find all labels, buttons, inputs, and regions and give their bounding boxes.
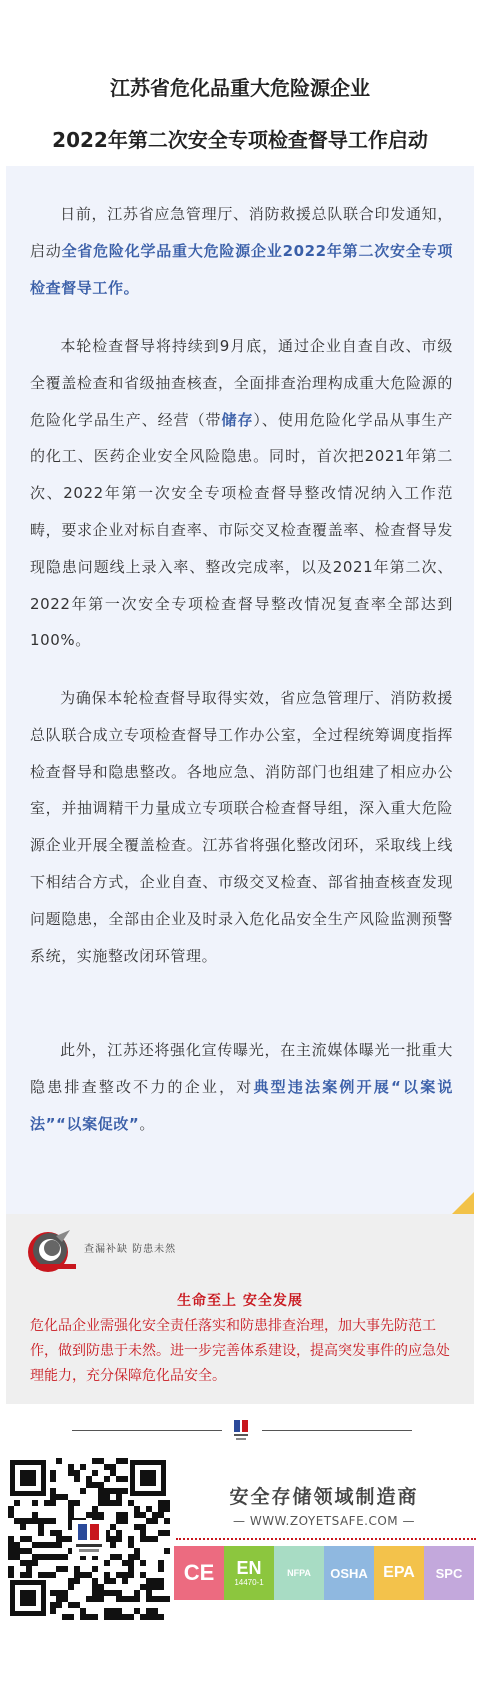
paragraph-4 xyxy=(30,1032,453,1142)
paragraph-4-text-a: 此外，江苏还将强化宣传曝光，在主流媒体曝光一批重大隐患排查整改不力的企业，对 xyxy=(30,1041,453,1096)
article-body xyxy=(6,166,474,1214)
spc-cert-label: SPC xyxy=(435,1565,463,1581)
paragraph-2-text-a: 本轮检查督导将持续到9月底，通过企业自查自改、市级全覆盖检查和省级抽查核查，全面排查治理构成重大危险源的危险化学品生产、经营（带 xyxy=(30,337,453,429)
en-cert-badge xyxy=(224,1546,274,1600)
brand-title: 安全存储领域制造商 xyxy=(229,1486,419,1508)
qr-code-icon xyxy=(6,1456,170,1620)
nfpa-cert-label: NFPA xyxy=(287,1568,311,1578)
ce-cert-label: CE xyxy=(183,1560,215,1585)
paragraph-4-text-c: 。 xyxy=(139,1114,155,1133)
osha-cert-label: OSHA xyxy=(330,1565,368,1581)
epa-cert-label: EPA xyxy=(383,1564,415,1581)
paragraph-1-text: 日前，江苏省应急管理厅、消防救援总队联合印发通知，启动 xyxy=(30,205,453,260)
divider-right xyxy=(262,1430,412,1431)
red-accent-bar xyxy=(36,1264,76,1269)
corner-fold-decoration xyxy=(452,1192,474,1214)
article-title-line2: 2022年第二次安全专项检查督导工作启动 xyxy=(52,128,428,152)
en-cert-sub: 14470-1 xyxy=(234,1578,264,1587)
paragraph-3-text: 为确保本轮检查督导取得实效，省应急管理厅、消防救援总队联合成立专项检查督导工作办公室，全过程统筹调度指挥检查督导和隐患整改。各地应急、消防部门也组建了相应办公室，并抽调精干力量成立专项联合检查督导组，深入重大危险源企业开展全覆盖检查。江苏省将强化整改闭环，采取线上线下相结合方式，企业自查、市级交叉检查、部省抽查核查发现问题隐患，全部由企业及时录入危化品安全生产风险监测预警系统，实施整改闭环管理。 xyxy=(30,689,453,965)
article-title-line1: 江苏省危化品重大危险源企业 xyxy=(110,76,370,100)
dotted-separator xyxy=(176,1538,476,1540)
paragraph-3 xyxy=(30,680,453,974)
safety-tagline: 查漏补缺 防患未然 xyxy=(84,1244,177,1255)
ce-cert-badge xyxy=(174,1546,224,1600)
osha-cert-badge xyxy=(324,1546,374,1600)
safety-heading: 生命至上 安全发展 xyxy=(177,1293,303,1309)
paragraph-2 xyxy=(30,328,453,659)
storage-link[interactable]: 储存 xyxy=(221,410,254,429)
paragraph-1-highlight: 全省危险化学品重大危险源企业2022年第二次安全专项检查督导工作。 xyxy=(30,241,453,297)
brand-url[interactable]: — WWW.ZOYETSAFE.COM — xyxy=(233,1514,415,1528)
paragraph-2-text-c: ）、使用危险化学品从事生产的化工、医药企业安全风险隐患。同时，首次把2021年第二次、2022年第一次安全专项检查督导整改情况纳入工作范畴，要求企业对标自查率、市际交叉检查覆盖率、检查督导发现隐患问题线上录入率、整改完成率，以及2021年第二次、2022年第一次安全专项检查督导整改情况复查率全部达到100%。 xyxy=(30,410,454,650)
en-cert-label: EN xyxy=(236,1558,262,1578)
nfpa-cert-badge xyxy=(274,1546,324,1600)
safety-box xyxy=(6,1214,474,1404)
certification-strip xyxy=(174,1546,474,1600)
divider-left xyxy=(72,1430,222,1431)
spc-cert-badge xyxy=(424,1546,474,1600)
safety-text: 危化品企业需强化安全责任落实和防患排查治理，加大事先防范工作，做到防患于未然。进一步完善体系建设，提高突发事件的应急处理能力，充分保障危化品安全。 xyxy=(30,1318,450,1384)
paragraph-1 xyxy=(30,196,453,306)
epa-cert-badge xyxy=(374,1546,424,1600)
paragraph-4-highlight: 典型违法案例开展“以案说法”“以案促改” xyxy=(30,1077,453,1133)
brand-logo-icon xyxy=(232,1418,250,1442)
